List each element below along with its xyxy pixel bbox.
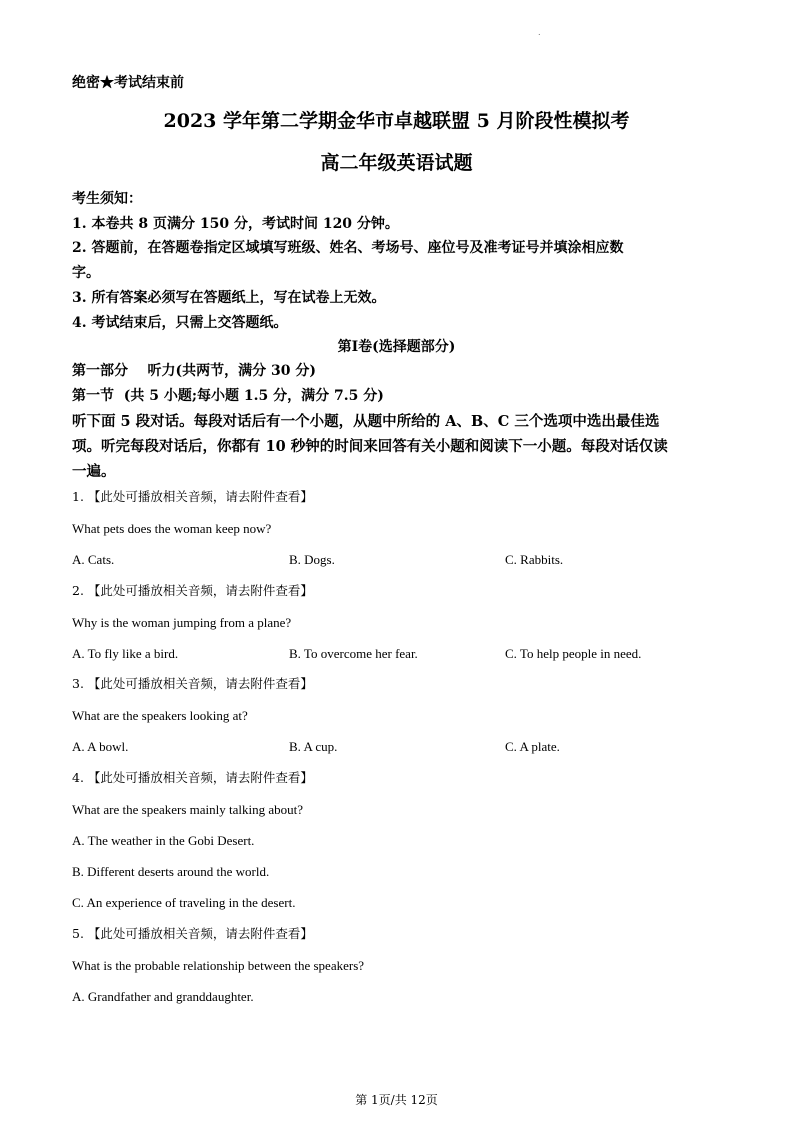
option-a: A. The weather in the Gobi Desert. [72,833,255,848]
directions-line: 听下面 5 段对话。每段对话后有一个小题，从题中所给的 A、B、C 三个选项中选出最佳选 [72,413,660,430]
part-title: 第一部分 听力(共两节，满分 30 分) [72,363,316,379]
instruction-item: 4. 考试结束后，只需上交答题纸。 [72,315,288,331]
option-a: A. To fly like a bird. [72,646,179,661]
question-text: What pets does the woman keep now? [72,521,272,536]
option-b: B. Dogs. [289,552,335,567]
volume-title: 第Ⅰ卷(选择题部分) [337,339,456,355]
option-a: A. A bowl. [72,739,129,754]
audio-placeholder[interactable]: 4. 【此处可播放相关音频，请去附件查看】 [72,770,313,785]
directions-line: 一遍。 [72,463,116,480]
option-c: C. A plate. [505,739,560,754]
confidential-label: 绝密★考试结束前 [72,75,184,91]
audio-placeholder[interactable]: 2. 【此处可播放相关音频，请去附件查看】 [72,583,313,598]
audio-placeholder[interactable]: 3. 【此处可播放相关音频，请去附件查看】 [72,676,313,691]
option-a: A. Cats. [72,552,115,567]
instruction-item: 2. 答题前，在答题卷指定区域填写班级、姓名、考场号、座位号及准考证号并填涂相应数 [72,240,624,256]
option-a: A. Grandfather and granddaughter. [72,989,254,1004]
option-c: C. To help people in need. [505,646,642,661]
top-mark: . [538,28,541,37]
question-text: What are the speakers mainly talking about? [72,802,304,817]
question-text: Why is the woman jumping from a plane? [72,615,292,630]
exam-title: 2023 学年第二学期金华市卓越联盟 5 月阶段性模拟考 [163,110,630,132]
section-title: 第一节 (共 5 小题;每小题 1.5 分，满分 7.5 分) [72,388,384,404]
instruction-item: 1. 本卷共 8 页满分 150 分，考试时间 120 分钟。 [72,216,399,232]
audio-placeholder[interactable]: 5. 【此处可播放相关音频，请去附件查看】 [72,926,313,941]
option-c: C. Rabbits. [505,552,564,567]
option-b: B. A cup. [289,739,338,754]
option-c: C. An experience of traveling in the desert. [72,895,296,910]
instructions-heading: 考生须知： [72,191,142,207]
page-footer: 第 1页/共 12页 [355,1093,438,1107]
instruction-item: 字。 [72,265,100,281]
option-b: B. Different deserts around the world. [72,864,270,879]
question-text: What are the speakers looking at? [72,708,248,723]
directions-line: 项。听完每段对话后，你都有 10 秒钟的时间来回答有关小题和阅读下一小题。每段对话仅读 [72,438,668,455]
option-b: B. To overcome her fear. [289,646,418,661]
audio-placeholder[interactable]: 1. 【此处可播放相关音频，请去附件查看】 [72,489,313,504]
instruction-item: 3. 所有答案必须写在答题纸上，写在试卷上无效。 [72,290,386,306]
question-text: What is the probable relationship between the speakers? [72,958,365,973]
exam-subtitle: 高二年级英语试题 [320,152,473,174]
